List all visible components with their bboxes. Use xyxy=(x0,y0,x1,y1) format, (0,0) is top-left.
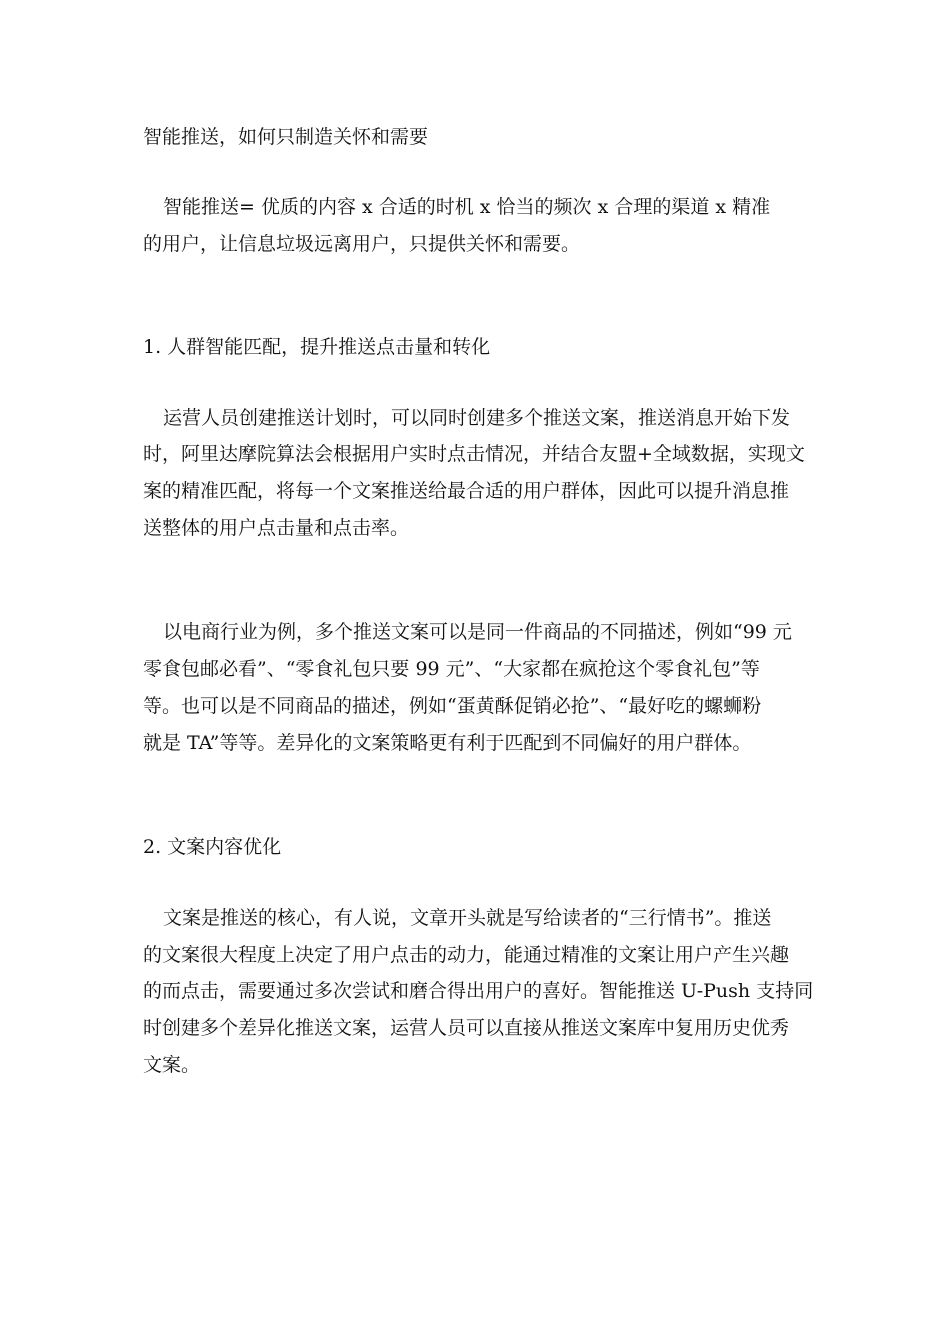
intro-line: 智能推送= 优质的内容 x 合适的时机 x 恰当的频次 x 合理的渠道 x 精准 xyxy=(163,196,771,218)
paragraph-line: 的文案很大程度上决定了用户点击的动力，能通过精准的文案让用户产生兴趣 xyxy=(143,944,790,966)
intro-line: 的用户，让信息垃圾远离用户，只提供关怀和需要。 xyxy=(143,233,581,255)
paragraph-line: 送整体的用户点击量和点击率。 xyxy=(143,517,410,539)
paragraph-line: 文案。 xyxy=(143,1054,201,1076)
paragraph-line: 时，阿里达摩院算法会根据用户实时点击情况，并结合友盟+全域数据，实现文 xyxy=(143,443,805,465)
paragraph-line: 以电商行业为例，多个推送文案可以是同一件商品的不同描述，例如“99 元 xyxy=(163,621,792,643)
paragraph-line: 运营人员创建推送计划时，可以同时创建多个推送文案，推送消息开始下发 xyxy=(163,407,791,429)
section-1-heading: 1. 人群智能匹配，提升推送点击量和转化 xyxy=(143,336,491,358)
paragraph-line: 就是 TA”等等。差异化的文案策略更有利于匹配到不同偏好的用户群体。 xyxy=(143,732,752,754)
paragraph-line: 时创建多个差异化推送文案，运营人员可以直接从推送文案库中复用历史优秀 xyxy=(143,1017,790,1039)
paragraph-line: 零食包邮必看”、“零食礼包只要 99 元”、“大家都在疯抢这个零食礼包”等 xyxy=(143,658,760,680)
paragraph-line: 等。也可以是不同商品的描述，例如“蛋黄酥促销必抢”、“最好吃的螺蛳粉 xyxy=(143,695,762,717)
paragraph-line: 文案是推送的核心，有人说，文章开头就是写给读者的“三行情书”。推送 xyxy=(163,907,772,929)
paragraph-line: 的而点击，需要通过多次尝试和磨合得出用户的喜好。智能推送 U-Push 支持同 xyxy=(143,980,814,1002)
paragraph-line: 案的精准匹配，将每一个文案推送给最合适的用户群体，因此可以提升消息推 xyxy=(143,480,790,502)
document-title: 智能推送，如何只制造关怀和需要 xyxy=(143,126,429,148)
section-2-heading: 2. 文案内容优化 xyxy=(143,836,282,858)
